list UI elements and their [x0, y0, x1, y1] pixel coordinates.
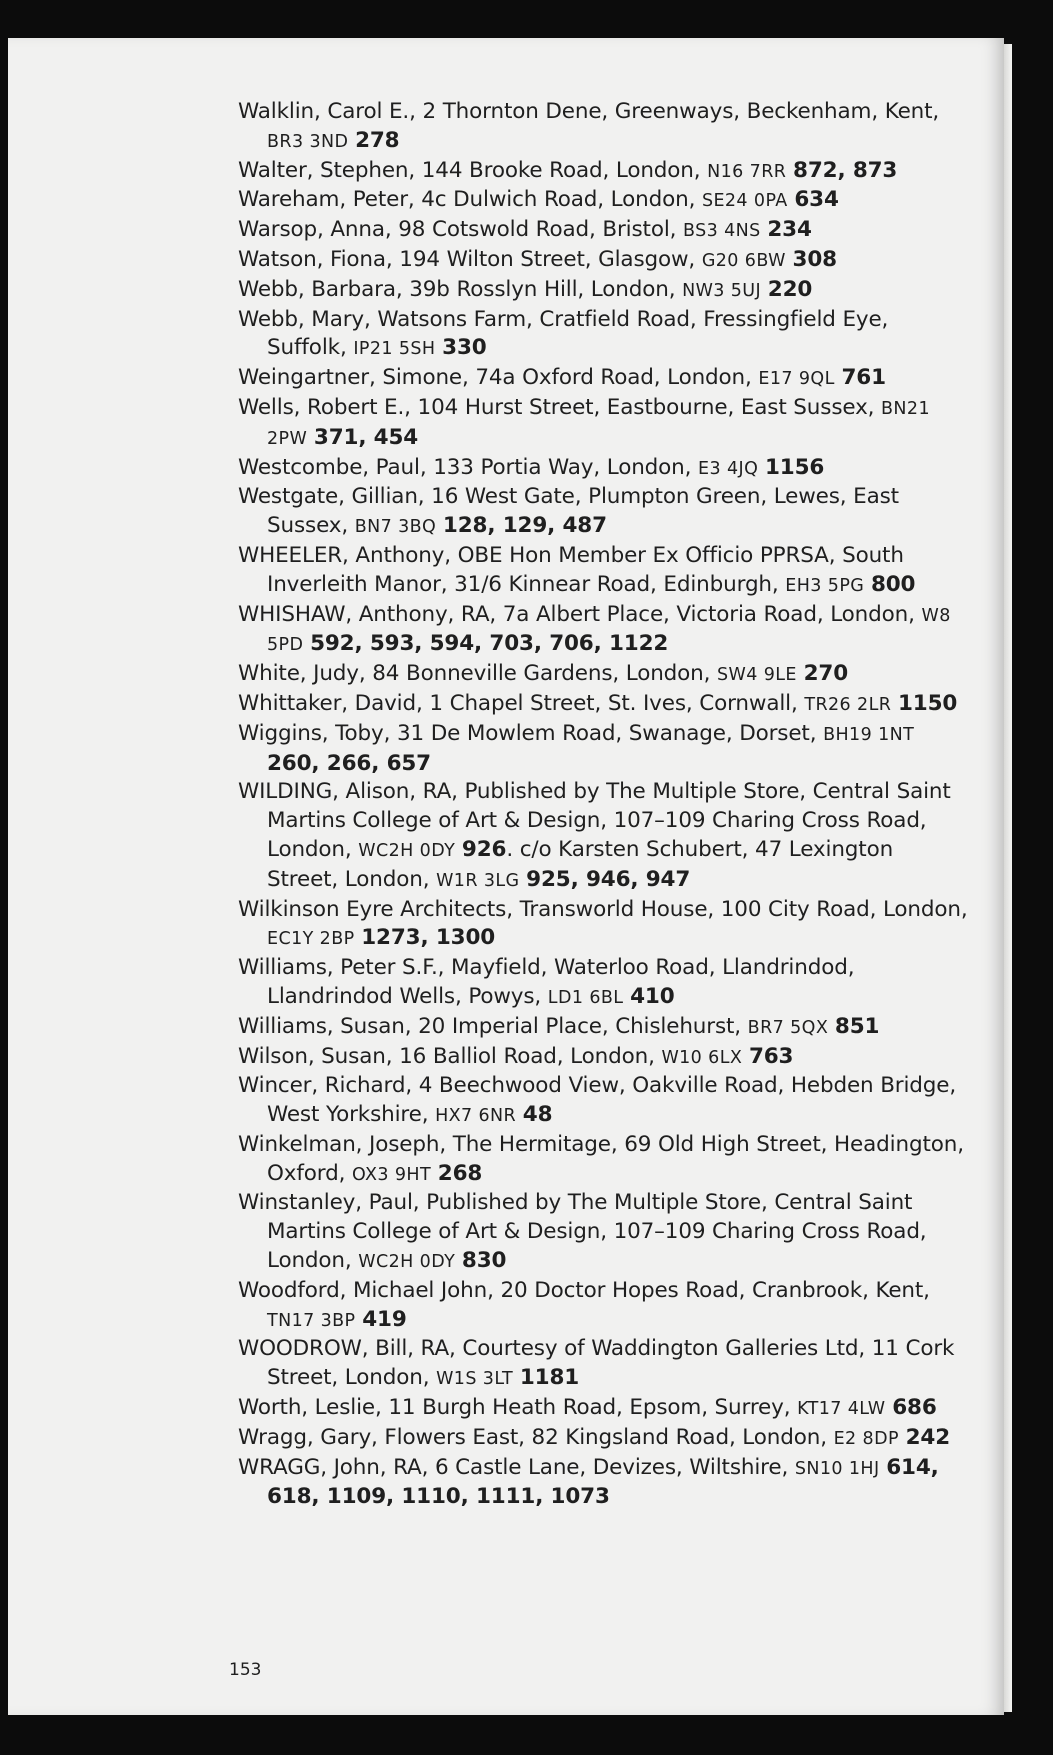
entry-address: 31 De Mowlem Road, Swanage, Dorset,: [390, 720, 824, 746]
entry-page-refs: 1156: [764, 454, 825, 480]
entry-page-refs: 634: [794, 187, 839, 213]
index-entry: [238, 720, 968, 779]
entry-postcode: SE24 0PA: [701, 191, 788, 212]
entry-name: Wilkinson Eyre Architects,: [238, 896, 513, 922]
entry-address: 4 Beechwood View, Oakville Road, Hebden Bridge, West Yorkshire,: [267, 1073, 957, 1128]
entry-address: 16 West Gate, Plumpton Green, Lewes, East Sussex,: [267, 484, 899, 539]
entry-address: Flowers East, 82 Kingsland Road, London,: [377, 1424, 834, 1450]
entry-address: The Hermitage, 69 Old High Street, Headington, Oxford,: [267, 1131, 964, 1186]
index-entry: [238, 186, 968, 216]
entry-name: Webb, Mary,: [238, 306, 371, 332]
entry-page-refs: 1181: [519, 1365, 580, 1391]
entry-name: Walter, Stephen,: [238, 157, 416, 183]
entry-page-refs: 614, 618, 1109, 1110, 1111, 1073: [267, 1454, 939, 1510]
entry-page-refs: 234: [767, 217, 812, 243]
entry-address: Mayfield, Waterloo Road, Llandrindod, Llandrindod Wells, Powys,: [267, 955, 855, 1009]
entry-address: Transworld House, 100 City Road, London,: [512, 896, 968, 922]
entry-page-refs: 830: [461, 1248, 507, 1274]
entry-postcode: BR3 3ND: [267, 131, 349, 152]
entry-address: RA, Courtesy of Waddington Galleries Ltd, 11 Cork Street, London,: [267, 1336, 955, 1391]
entry-name: WHEELER, Anthony,: [238, 542, 451, 568]
entry-name: WILDING, Alison,: [238, 779, 416, 805]
entry-postcode: WC2H 0DY: [358, 1252, 456, 1273]
index-entry-list: [238, 98, 968, 1512]
index-entry: [238, 306, 968, 365]
entry-postcode: NW3 5UJ: [682, 280, 762, 301]
entry-name: Winkelman, Joseph,: [238, 1131, 447, 1157]
entry-name: Wareham, Peter,: [238, 187, 415, 213]
entry-postcode: BH19 1NT: [823, 724, 915, 745]
entry-postcode: WC2H 0DY: [358, 840, 456, 861]
index-entry: [238, 1277, 968, 1336]
entry-page-refs: 592, 593, 594, 703, 706, 1122: [310, 631, 669, 657]
entry-postcode: G20 6BW: [701, 250, 786, 271]
entry-postcode: W1S 3LT: [436, 1369, 514, 1390]
index-entry: [238, 542, 968, 601]
entry-page-refs: 278: [355, 127, 400, 153]
entry-postcode: LD1 6BL: [547, 987, 624, 1008]
entry-page-refs: 851: [834, 1013, 880, 1039]
entry-page-refs: 872, 873: [793, 157, 898, 183]
index-entry: [238, 276, 968, 306]
entry-page-refs: 330: [442, 335, 487, 361]
entry-postcode: EC1Y 2BP: [267, 929, 355, 950]
entry-address: RA, Published by The Multiple Store, Central Saint Martins College of Art & Design, 107–109 Charing Cross Road, London,: [267, 779, 951, 862]
entry-postcode: E2 8DP: [833, 1428, 899, 1449]
entry-page-refs: 270: [803, 661, 849, 687]
entry-postcode: BR7 5QX: [747, 1017, 829, 1038]
entry-postcode: W8 5PD: [267, 605, 951, 656]
entry-name: Watson, Fiona,: [238, 246, 393, 272]
entry-name: Weingartner, Simone,: [238, 365, 469, 391]
index-entry: [238, 483, 968, 542]
entry-name: White, Judy,: [238, 661, 366, 687]
entry-page-refs: 1150: [898, 690, 958, 716]
entry-extra-address: . c/o Karsten Schubert, 47 Lexington Street, London,: [267, 836, 894, 892]
entry-postcode: KT17 4LW: [797, 1399, 886, 1420]
entry-postcode: EH3 5PG: [785, 575, 865, 596]
entry-name: Williams, Peter S.F.,: [238, 955, 445, 981]
entry-address: 20 Imperial Place, Chislehurst,: [411, 1013, 748, 1039]
entry-name: Walklin, Carol E.,: [238, 99, 416, 124]
entry-page-refs: 686: [892, 1395, 937, 1421]
index-entry: [238, 1394, 968, 1424]
entry-name: Woodford, Michael John,: [238, 1277, 494, 1303]
entry-postcode: BN7 3BQ: [354, 517, 437, 538]
index-entry: [238, 1131, 968, 1190]
entry-name: Westcombe, Paul,: [238, 454, 427, 480]
entry-postcode: IP21 5SH: [353, 339, 436, 360]
entry-address: 20 Doctor Hopes Road, Cranbrook, Kent,: [493, 1277, 930, 1303]
entry-page-refs: 763: [748, 1043, 794, 1069]
entry-name: Wilson, Susan,: [238, 1043, 393, 1069]
entry-page-refs: 220: [767, 276, 813, 302]
entry-postcode: W10 6LX: [661, 1047, 743, 1068]
entry-postcode: TR26 2LR: [804, 694, 892, 715]
entry-name: Winstanley, Paul,: [238, 1190, 420, 1216]
entry-extra-page-refs: 925, 946, 947: [526, 866, 691, 892]
entry-page-refs: 371, 454: [313, 424, 419, 450]
entry-page-refs: 419: [362, 1306, 407, 1332]
index-entry: [238, 98, 968, 157]
entry-page-refs: 268: [437, 1160, 483, 1186]
entry-name: Westgate, Gillian,: [238, 484, 425, 510]
index-entry: [238, 216, 968, 246]
index-entry: [238, 454, 968, 484]
entry-address: 2 Thornton Dene, Greenways, Beckenham, Kent,: [415, 99, 940, 124]
entry-address: 144 Brooke Road, London,: [415, 157, 708, 183]
entry-address: 194 Wilton Street, Glasgow,: [392, 246, 702, 272]
entry-page-refs: 308: [792, 246, 837, 272]
entry-postcode: OX3 9HT: [351, 1164, 432, 1185]
entry-page-refs: 1273, 1300: [361, 925, 496, 951]
entry-address: 84 Bonneville Gardens, London,: [365, 661, 718, 687]
entry-postcode: E17 9QL: [758, 369, 835, 390]
entry-address: 39b Rosslyn Hill, London,: [402, 276, 683, 302]
entry-postcode: SW4 9LE: [717, 665, 797, 686]
index-entry: [238, 1335, 968, 1394]
index-entry: [238, 1072, 968, 1131]
index-entry: [238, 954, 968, 1013]
entry-name: WRAGG, John,: [238, 1454, 387, 1480]
entry-address: 4c Dulwich Road, London,: [414, 187, 702, 213]
entry-name: Warsop, Anna,: [238, 217, 392, 243]
entry-address: 16 Balliol Road, London,: [392, 1043, 662, 1069]
entry-name: WOODROW, Bill,: [238, 1336, 414, 1362]
entry-page-refs: 128, 129, 487: [442, 513, 607, 539]
index-entry: [238, 1013, 968, 1043]
index-entry: [238, 660, 968, 690]
entry-address: 1 Chapel Street, St. Ives, Cornwall,: [422, 690, 805, 716]
entry-page-refs: 926: [461, 836, 507, 862]
entry-postcode: TN17 3BP: [267, 1310, 356, 1331]
entry-page-refs: 48: [522, 1102, 553, 1128]
index-entry: [238, 246, 968, 276]
entry-name: Wragg, Gary,: [238, 1424, 378, 1450]
index-entry: [238, 690, 968, 720]
entry-address: 104 Hurst Street, Eastbourne, East Sussex,: [410, 394, 882, 420]
entry-address: RA, 7a Albert Place, Victoria Road, London,: [454, 601, 922, 627]
entry-name: WHISHAW, Anthony,: [238, 601, 455, 627]
index-entry: [238, 778, 968, 895]
entry-name: Webb, Barbara,: [238, 276, 403, 302]
entry-postcode: SN10 1HJ: [794, 1458, 880, 1479]
entry-postcode: BS3 4NS: [683, 221, 761, 242]
entry-name: Wells, Robert E.,: [238, 394, 411, 420]
entry-page-refs: 410: [630, 983, 675, 1009]
index-entry: [238, 394, 968, 454]
entry-name: Wiggins, Toby,: [238, 720, 391, 746]
entry-name: Worth, Leslie,: [238, 1395, 382, 1421]
entry-page-refs: 761: [841, 365, 886, 391]
entry-extra-postcode: W1R 3LG: [436, 870, 520, 891]
entry-address: RA, 6 Castle Lane, Devizes, Wiltshire,: [386, 1454, 795, 1480]
index-entry: [238, 896, 968, 955]
entry-page-refs: 800: [870, 571, 916, 597]
entry-address: Watsons Farm, Cratfield Road, Fressingfield Eye, Suffolk,: [267, 306, 889, 361]
entry-address: 98 Cotswold Road, Bristol,: [391, 217, 684, 243]
page-number: 153: [229, 1660, 262, 1680]
index-entry: [238, 1424, 968, 1454]
entry-postcode: E3 4JQ: [698, 458, 759, 479]
entry-address: OBE Hon Member Ex Officio PPRSA, South Inverleith Manor, 31/6 Kinnear Road, Edinburgh,: [267, 542, 904, 597]
index-entry: [238, 601, 968, 661]
entry-address: 11 Burgh Heath Road, Epsom, Surrey,: [381, 1395, 798, 1421]
entry-name: Whittaker, David,: [238, 690, 423, 716]
page-edge: [1004, 44, 1012, 1712]
entry-address: 74a Oxford Road, London,: [468, 365, 759, 391]
entry-page-refs: 242: [905, 1424, 951, 1450]
entry-name: Williams, Susan,: [238, 1013, 412, 1039]
entry-postcode: N16 7RR: [707, 161, 787, 182]
entry-address: 133 Portia Way, London,: [426, 454, 699, 480]
index-entry: [238, 1454, 968, 1513]
index-entry: [238, 364, 968, 394]
entry-address: Published by The Multiple Store, Central Saint Martins College of Art & Design, 107–109 Charing Cross Road, London,: [267, 1190, 927, 1274]
entry-name: Wincer, Richard,: [238, 1073, 413, 1099]
entry-postcode: HX7 6NR: [435, 1106, 517, 1127]
entry-postcode: BN21 2PW: [267, 398, 930, 449]
index-entry: [238, 1189, 968, 1276]
index-entry: [238, 157, 968, 187]
index-entry: [238, 1043, 968, 1073]
entry-page-refs: 260, 266, 657: [267, 750, 431, 776]
